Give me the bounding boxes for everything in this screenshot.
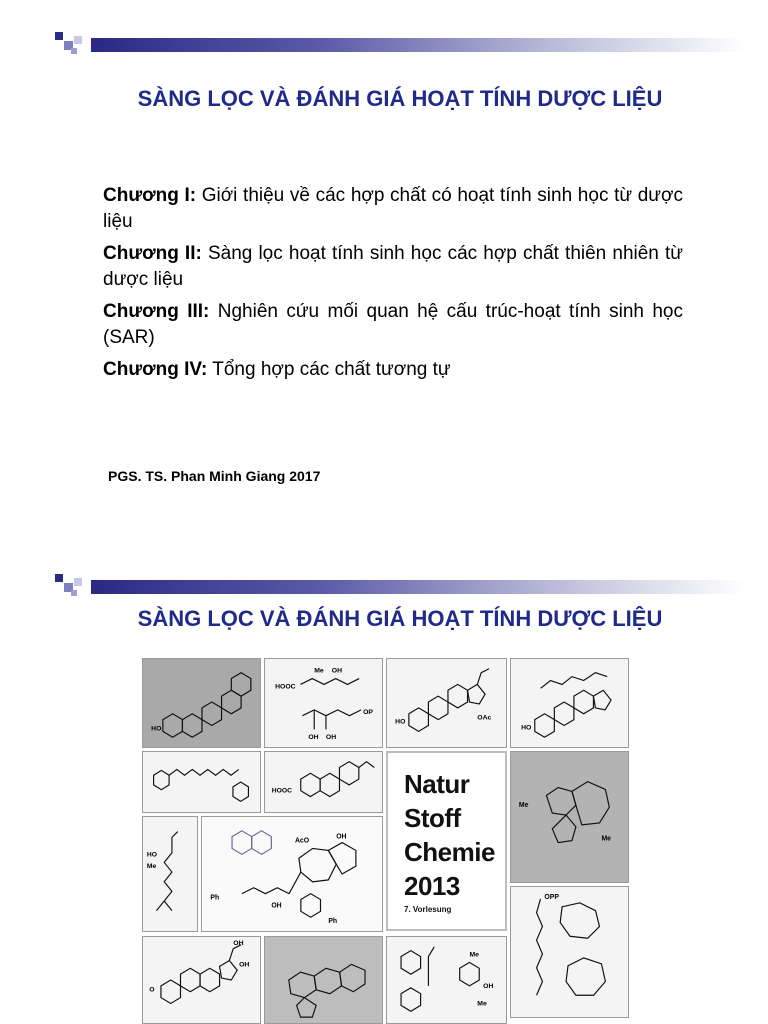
structure-tile bbox=[386, 658, 507, 748]
chapter-item bbox=[103, 183, 683, 235]
structure-tile bbox=[510, 751, 629, 883]
structure-tile bbox=[264, 751, 383, 813]
slide-title: SÀNG LỌC VÀ ĐÁNH GIÁ HOẠT TÍNH DƯỢC LIỆU bbox=[137, 86, 663, 111]
structure-tile bbox=[510, 886, 629, 1018]
polycyclic-structure-icon bbox=[265, 937, 382, 1023]
label-oh: OH bbox=[325, 734, 337, 742]
label-hooc: HOOC bbox=[275, 683, 296, 691]
header-band bbox=[55, 574, 745, 594]
label-oh: OH bbox=[239, 961, 250, 969]
structure-tile bbox=[386, 936, 507, 1024]
label-me: Me bbox=[601, 835, 612, 843]
chapter-label: Chương I: bbox=[103, 185, 197, 206]
label-ho: HO bbox=[151, 725, 162, 733]
label-ph: Ph bbox=[328, 918, 338, 926]
chapter-item bbox=[103, 299, 683, 351]
decor-square bbox=[71, 48, 77, 54]
chapter-label: Chương II: bbox=[103, 243, 202, 264]
label-ph: Ph bbox=[210, 894, 220, 902]
monoterpene-structure-icon bbox=[387, 937, 506, 1023]
label-oac: OAc bbox=[477, 714, 492, 722]
gradient-bar bbox=[91, 38, 745, 52]
sterol-structure-icon bbox=[511, 659, 628, 747]
acyclic-structure-icon bbox=[265, 659, 382, 747]
author-credit: PGS. TS. Phan Minh Giang 2017 bbox=[108, 468, 321, 484]
decor-square bbox=[55, 574, 63, 582]
slide-title: SÀNG LỌC VÀ ĐÁNH GIÁ HOẠT TÍNH DƯỢC LIỆU bbox=[137, 606, 663, 631]
triterpene-structure-icon bbox=[143, 659, 260, 747]
structure-tile bbox=[142, 816, 198, 932]
label-me: Me bbox=[146, 863, 157, 871]
structure-tile bbox=[201, 816, 383, 932]
corticoid-structure-icon bbox=[143, 937, 260, 1023]
cover-title-line: Stoff bbox=[404, 803, 461, 833]
linalool-structure-icon bbox=[143, 817, 197, 931]
label-me: Me bbox=[518, 802, 529, 810]
chapter-text: Giới thiệu về các hợp chất có hoạt tính sinh học từ dược liệu bbox=[103, 185, 683, 232]
sesquiterpene-structure-icon bbox=[511, 887, 628, 1017]
chapter-item bbox=[103, 241, 683, 293]
gradient-bar bbox=[91, 580, 745, 594]
chapter-text: Nghiên cứu mối quan hệ cấu trúc-hoạt tính sinh học (SAR) bbox=[103, 301, 683, 348]
label-me: Me bbox=[469, 951, 479, 959]
label-oh: OH bbox=[483, 982, 494, 990]
chapter-text: Sàng lọc hoạt tính sinh học các hợp chất thiên nhiên từ dược liệu bbox=[103, 243, 683, 290]
chapter-label: Chương IV: bbox=[103, 359, 208, 380]
decor-square bbox=[55, 32, 63, 40]
steroid-structure-icon bbox=[387, 659, 506, 747]
label-oh: OH bbox=[271, 902, 282, 910]
macrocycle-structure-icon bbox=[511, 752, 628, 882]
structure-tile bbox=[142, 658, 261, 748]
label-op: OP bbox=[363, 708, 373, 716]
label-oh: OH bbox=[308, 734, 319, 742]
decor-square bbox=[74, 578, 82, 586]
label-me: Me bbox=[477, 1000, 487, 1008]
slide-2 bbox=[0, 548, 768, 1024]
label-ho: HO bbox=[521, 724, 532, 732]
structure-tile bbox=[142, 936, 261, 1024]
structure-tile bbox=[264, 658, 383, 748]
decor-square bbox=[71, 590, 77, 596]
label-oh: OH bbox=[233, 939, 244, 947]
label-o: O bbox=[149, 986, 155, 994]
chapter-label: Chương III: bbox=[103, 301, 210, 322]
header-band bbox=[55, 32, 745, 52]
label-oh: OH bbox=[331, 667, 343, 675]
label-aco: AcO bbox=[294, 837, 310, 845]
label-hooc: HOOC bbox=[271, 787, 293, 795]
decor-square bbox=[74, 36, 82, 44]
taxane-structure-icon bbox=[202, 817, 382, 931]
label-ho: HO bbox=[395, 718, 406, 726]
cover-title-line: 2013 bbox=[404, 871, 460, 901]
structure-tile bbox=[510, 658, 629, 748]
label-oh: OH bbox=[336, 833, 347, 841]
structure-tile bbox=[142, 751, 261, 813]
diterpene-acid-structure-icon bbox=[265, 752, 382, 812]
label-ho: HO bbox=[146, 851, 157, 859]
carotenoid-structure-icon bbox=[143, 752, 260, 812]
label-me: Me bbox=[314, 667, 324, 675]
cover-title-line: Chemie bbox=[404, 837, 495, 867]
chapter-text: Tổng hợp các chất tương tự bbox=[207, 359, 451, 380]
structure-tile bbox=[264, 936, 383, 1024]
chapter-item bbox=[103, 357, 683, 383]
label-opp: OPP bbox=[544, 893, 559, 901]
cover-title-line: Natur bbox=[404, 769, 470, 799]
book-cover bbox=[386, 751, 507, 931]
cover-subtitle: 7. Vorlesung bbox=[404, 905, 452, 914]
